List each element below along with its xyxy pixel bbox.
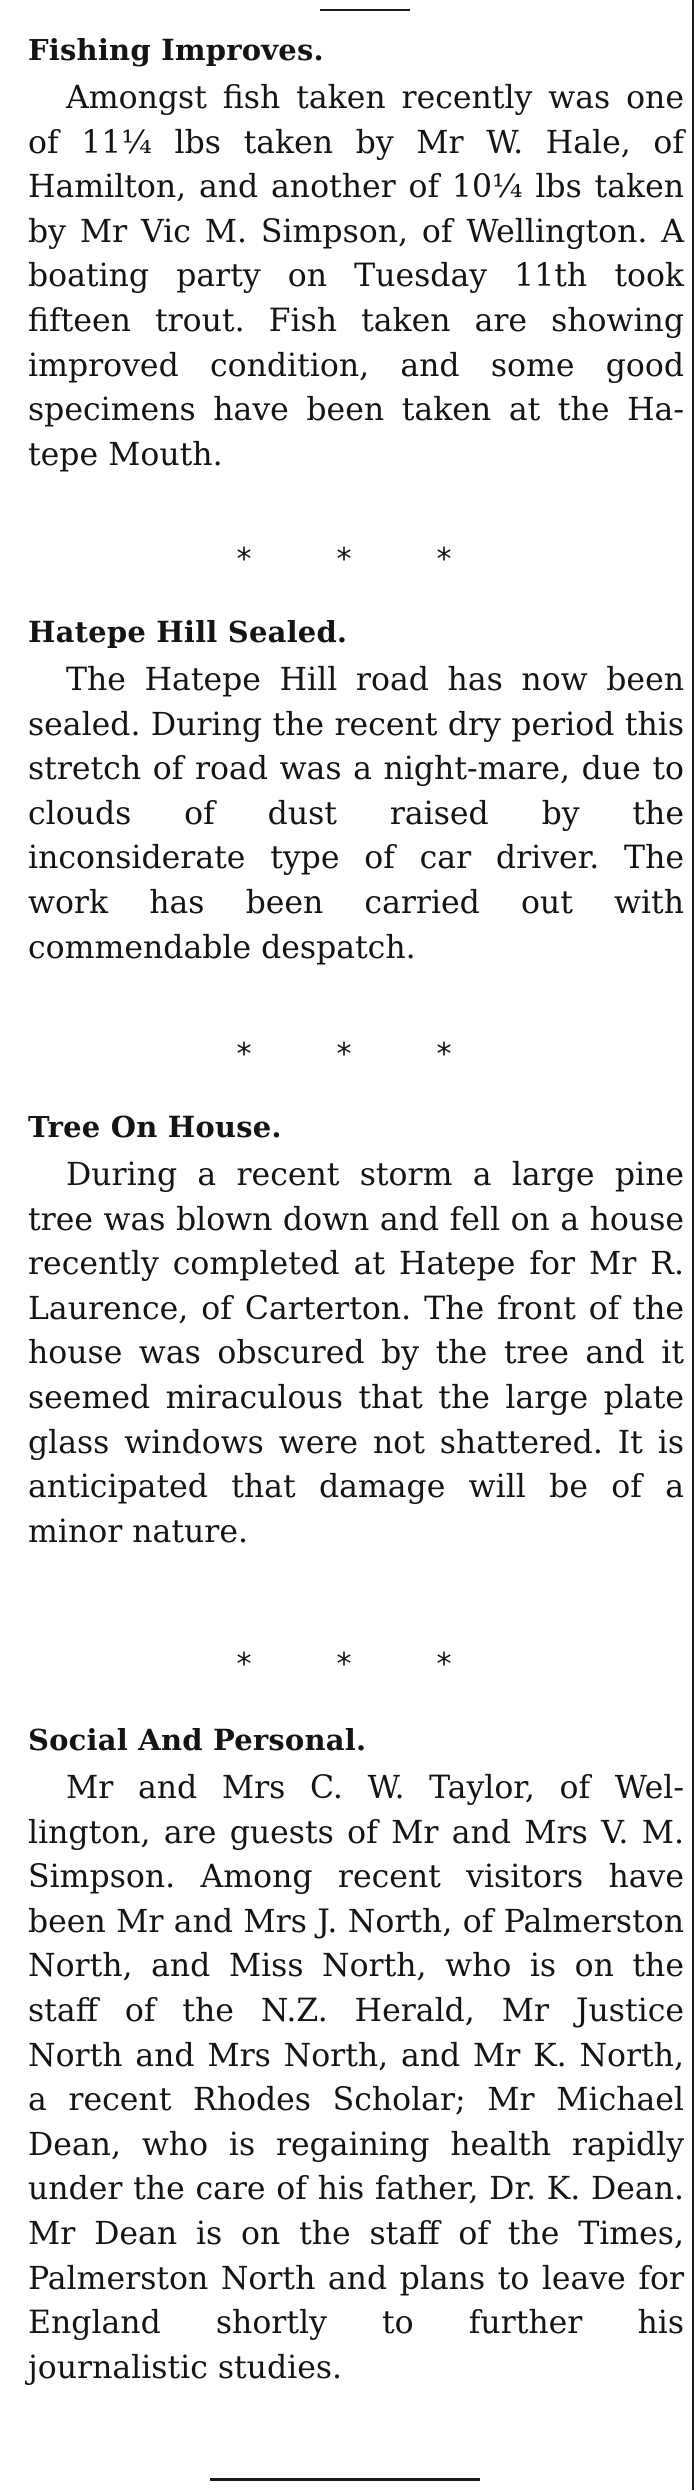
separator-star: * — [336, 1037, 352, 1072]
article-social-and-personal — [28, 1720, 684, 2390]
star-separator — [0, 1647, 688, 1682]
top-rule — [320, 9, 410, 11]
separator-star: * — [436, 1647, 452, 1682]
article-headline: Hatepe Hill Sealed. — [28, 615, 348, 649]
article-headline: Social And Personal. — [28, 1723, 367, 1757]
article-headline: Tree On House. — [28, 1110, 282, 1144]
separator-star: * — [336, 1647, 352, 1682]
article-body: Mr and Mrs C. W. Taylor, of Wellington, are guests of Mr and Mrs V. M. Simpson. Among recent visitors have been Mr and Mrs J. North, of Palmerston North, and Miss North, who is on the staff of the N.Z. Herald, Mr Justice North and Mrs North, and Mr K. North, a recent Rhodes Scholar; Mr Michael Dean, who is regaining health rapidly under the care of his father, Dr. K. Dean. Mr Dean is on the staff of the Times, Palmerston North and plans to leave for England shortly to further his journalistic studies. — [28, 1770, 684, 2386]
star-separator — [0, 542, 688, 577]
bottom-rule — [210, 2478, 480, 2481]
separator-star: * — [336, 542, 352, 577]
article-hatepe-hill-sealed — [28, 612, 684, 970]
article-body: Amongst fish taken recently was one of 11¼ lbs taken by Mr W. Hale, of Hamilton, and another of 10¼ lbs taken by Mr Vic M. Simpson, of Wellington. A boating party on Tuesday 11th took fifteen trout. Fish taken are showing improved condition, and some good specimens have been taken at the Hatepe Mouth. — [28, 80, 684, 473]
article-tree-on-house — [28, 1107, 684, 1554]
column-rule — [692, 0, 694, 2490]
separator-star: * — [236, 1037, 252, 1072]
separator-star: * — [236, 1647, 252, 1682]
separator-star: * — [436, 542, 452, 577]
separator-star: * — [436, 1037, 452, 1072]
article-headline: Fishing Improves. — [28, 33, 324, 67]
article-body: During a recent storm a large pine tree was blown down and fell on a house recently completed at Hatepe for Mr R. Laurence, of Carterton. The front of the house was obscured by the tree and it seemed miraculous that the large plate glass windows were not shattered. It is anticipated that damage will be of a minor nature. — [28, 1157, 684, 1550]
separator-star: * — [236, 542, 252, 577]
article-body: The Hatepe Hill road has now been sealed. During the recent dry period this stretch of road was a night-mare, due to clouds of dust raised by the inconsiderate type of car driver. The work has been carried out with commendable despatch. — [28, 662, 684, 966]
star-separator — [0, 1037, 688, 1072]
article-fishing-improves — [28, 30, 684, 477]
